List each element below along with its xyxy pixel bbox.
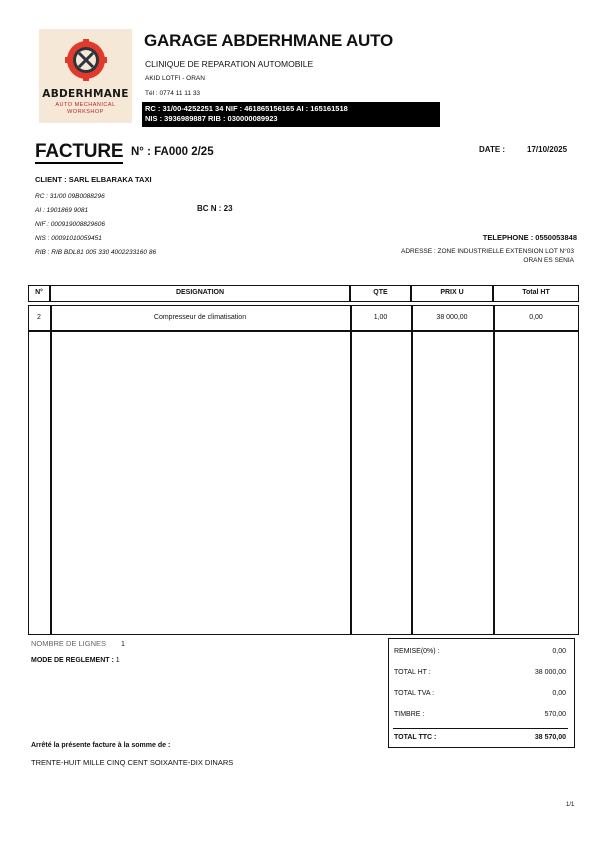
row-qte: 1,00 xyxy=(373,314,388,321)
payment-mode xyxy=(31,657,120,664)
client-name: CLIENT : SARL ELBARAKA TAXI xyxy=(35,175,152,184)
invoice-title-text: FACTURE xyxy=(35,141,124,162)
total-tva-value: 0,00 xyxy=(552,690,566,697)
company-address: AKID LOTFI - ORAN xyxy=(145,75,205,82)
line-count-label: NOMBRE DE LIGNES xyxy=(31,639,107,648)
line-count: 1 xyxy=(121,641,125,648)
client-telephone: TELEPHONE : 0550053848 xyxy=(482,233,577,242)
logo-brand: ABDERHMANE xyxy=(42,88,129,100)
items-table xyxy=(28,285,579,635)
company-logo xyxy=(39,29,132,123)
column-total xyxy=(493,305,579,635)
company-ids-bar xyxy=(142,102,440,127)
header-total: Total HT xyxy=(493,285,579,302)
header-prix: PRIX U xyxy=(411,285,493,302)
remise-value: 0,00 xyxy=(552,648,566,655)
total-ttc-label: TOTAL TTC : xyxy=(394,734,437,741)
company-name: GARAGE ABDERHMANE AUTO xyxy=(144,31,394,50)
header-designation: DESIGNATION xyxy=(50,285,350,302)
invoice-number: N° : FA000 2/25 xyxy=(131,146,214,158)
invoice-title xyxy=(35,141,123,163)
column-prix xyxy=(411,305,495,635)
client-address-line2: ORAN ES SENIA xyxy=(523,257,574,264)
header-num: N° xyxy=(28,285,50,302)
company-ids-line1: RC : 31/00-4252251 34 NIF : 461865156165 AI : 165161518 xyxy=(145,104,348,113)
page-number: 1/1 xyxy=(566,802,575,808)
column-designation xyxy=(50,305,352,635)
amount-in-words: TRENTE-HUIT MILLE CINQ CENT SOIXANTE-DIX DINARS xyxy=(31,758,234,767)
payment-mode-label: MODE DE REGLEMENT : xyxy=(31,657,114,664)
totals-separator xyxy=(393,728,568,729)
row-separator xyxy=(28,330,579,332)
total-ht-label: TOTAL HT : xyxy=(394,669,431,676)
date-label: DATE : xyxy=(479,145,506,154)
bc-number: BC N : 23 xyxy=(197,204,233,213)
logo-subtitle xyxy=(39,102,132,116)
totals-box xyxy=(388,638,575,748)
client-nis: NIS : 00091010059451 xyxy=(35,235,102,242)
client-address-line1: ADRESSE : ZONE INDUSTRIELLE EXTENSION LOT N°03 xyxy=(401,248,574,255)
column-num xyxy=(28,305,52,635)
row-prix: 38 000,00 xyxy=(436,314,468,321)
client-address xyxy=(354,247,574,265)
total-ttc-value: 38 570,00 xyxy=(534,734,566,741)
client-ai: AI : 1901869 9081 xyxy=(35,207,89,214)
invoice-date: 17/10/2025 xyxy=(527,145,568,154)
client-rc: RC : 31/00 09B0088296 xyxy=(35,193,105,200)
remise-label: REMISE(0%) : xyxy=(394,648,440,655)
row-total: 0,00 xyxy=(529,314,543,321)
company-ids-line2: NIS : 3936989887 RIB : 030000089923 xyxy=(145,113,278,123)
logo-subtitle-1: AUTO MECHANICAL xyxy=(55,102,116,108)
client-nif: NIF : 000919008829606 xyxy=(35,221,105,228)
payment-mode-value: 1 xyxy=(115,657,120,664)
company-tagline: CLINIQUE DE REPARATION AUTOMOBILE xyxy=(145,59,314,69)
row-designation: Compresseur de climatisation xyxy=(153,314,247,321)
timbre-value: 570,00 xyxy=(544,711,566,718)
row-num: 2 xyxy=(37,314,41,321)
client-rib: RIB : RIB BDL81 005 330 4002233160 86 xyxy=(35,249,157,256)
amount-statement-label: Arrêté la présente facture à la somme de : xyxy=(31,742,171,749)
header-qte: QTE xyxy=(350,285,411,302)
company-phone: Tél : 0774 11 11 33 xyxy=(145,90,201,97)
timbre-label: TIMBRE : xyxy=(394,711,425,718)
column-qte xyxy=(350,305,413,635)
logo-subtitle-2: WORKSHOP xyxy=(67,109,104,115)
total-tva-label: TOTAL TVA : xyxy=(394,690,435,697)
gear-wrench-icon xyxy=(65,39,107,81)
total-ht-value: 38 000,00 xyxy=(534,669,566,676)
